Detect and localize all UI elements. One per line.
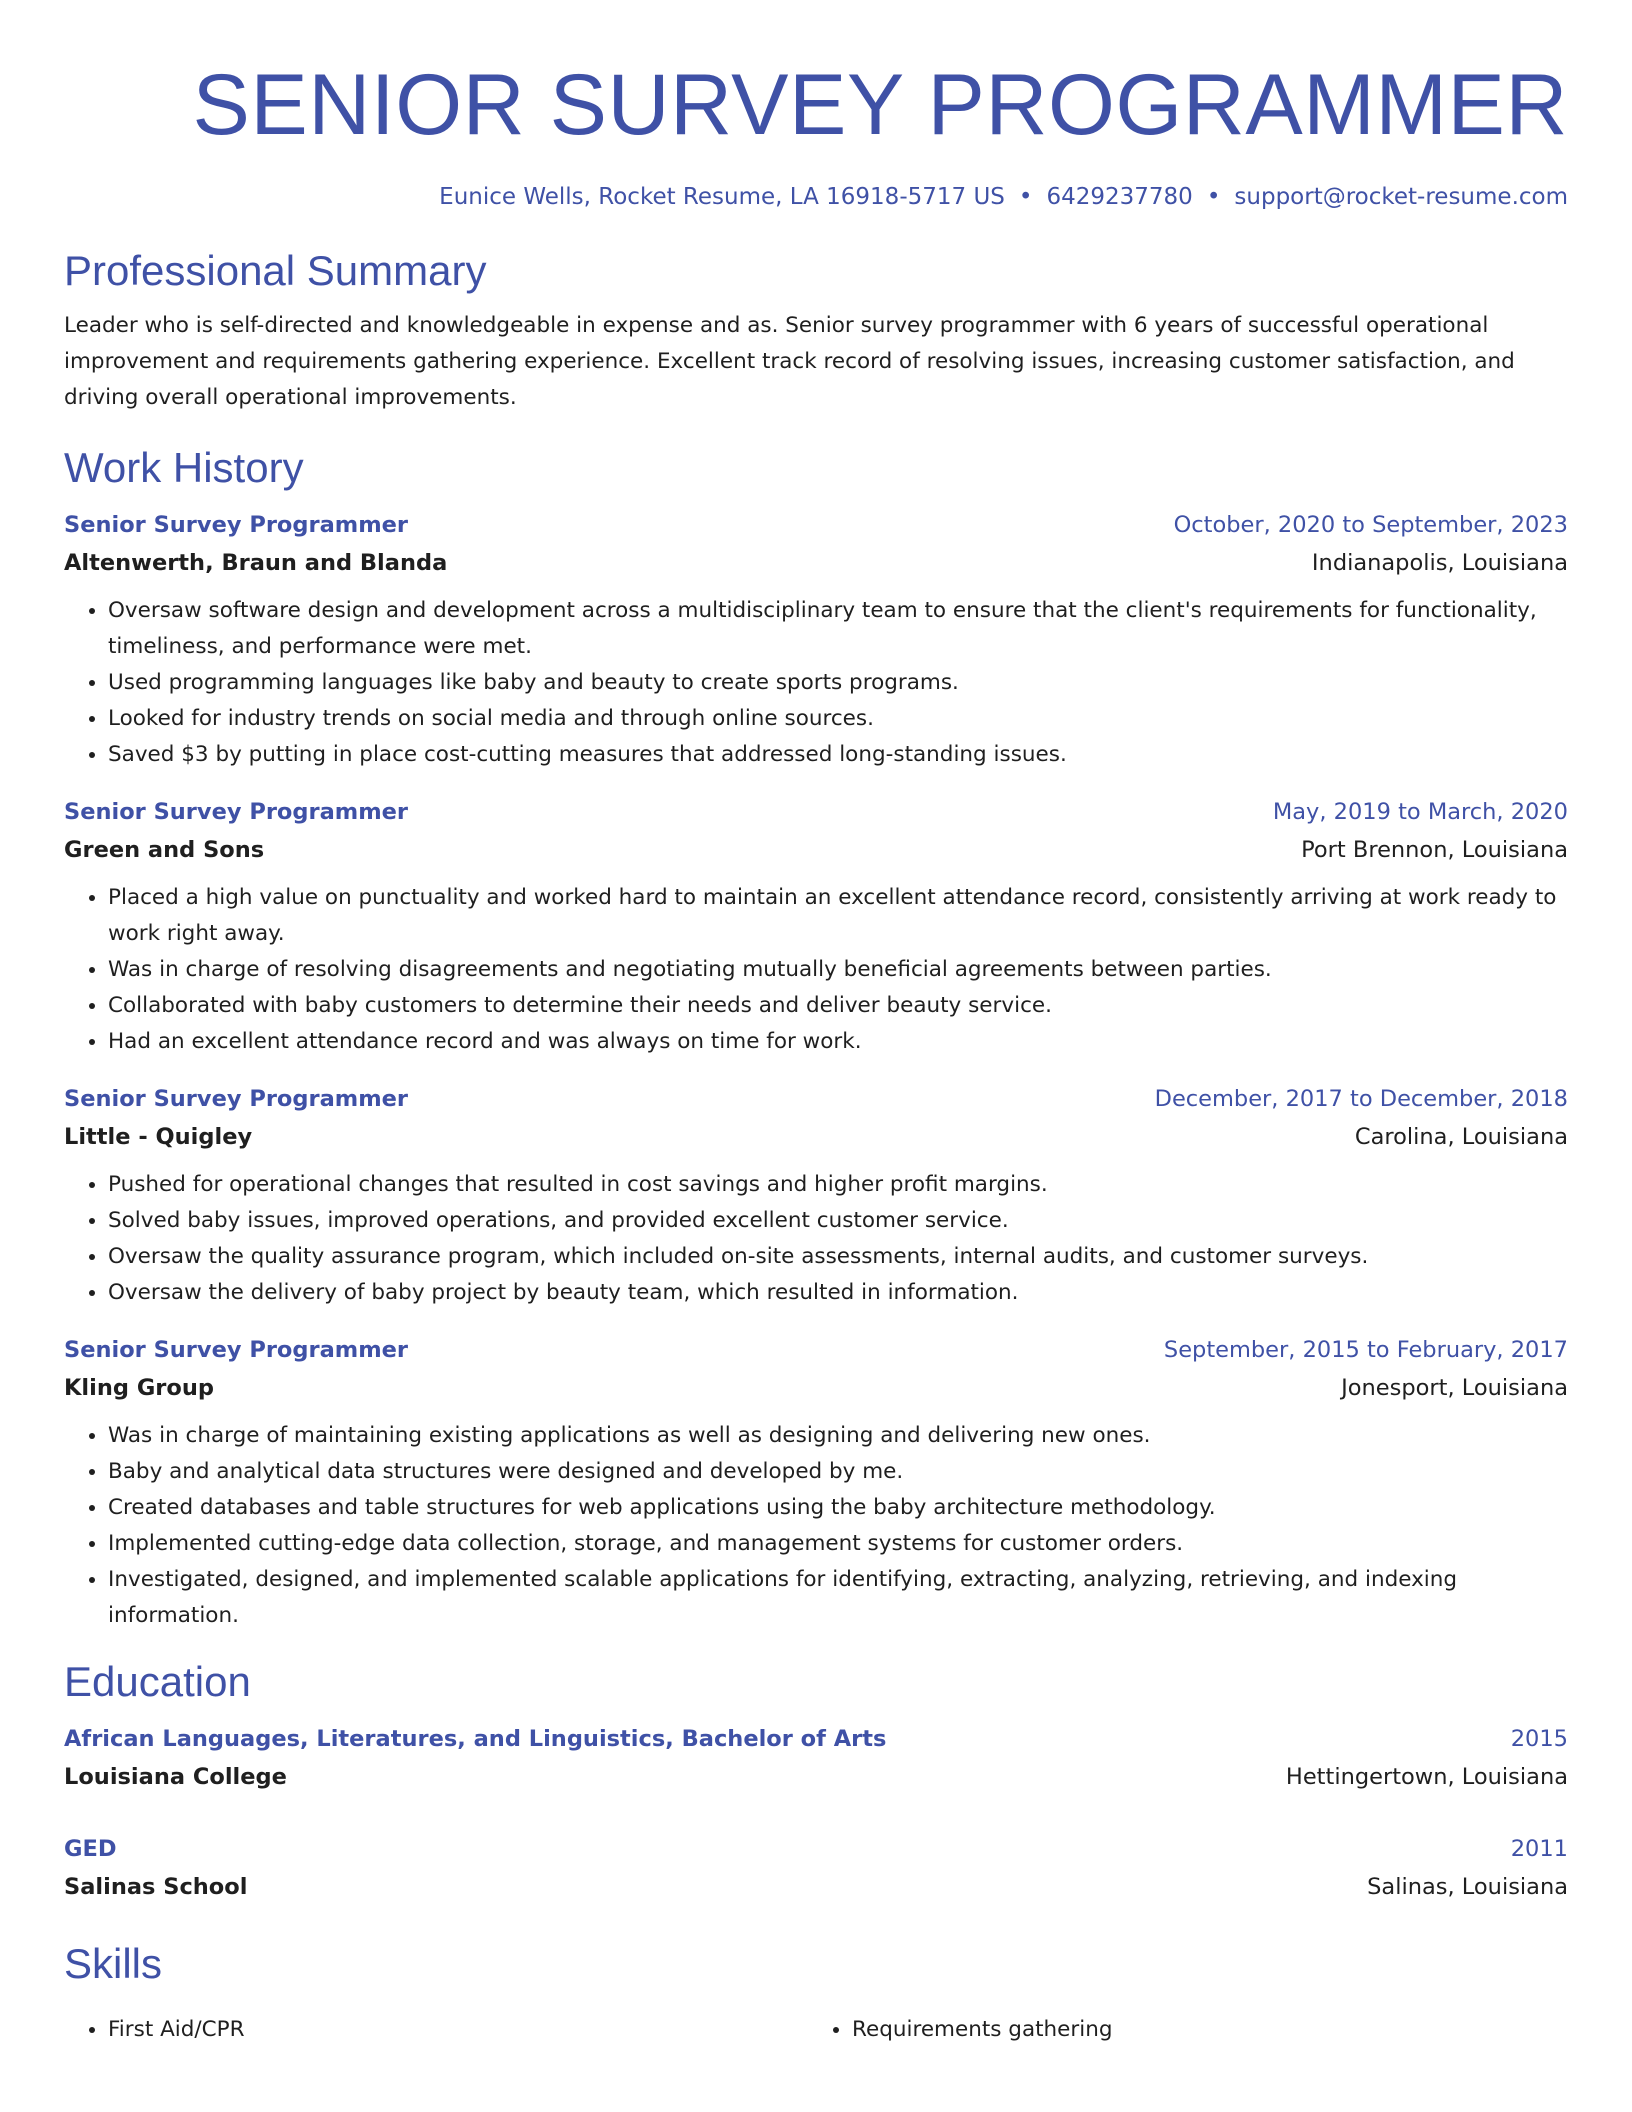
job-bullet: • Created databases and table structures for web applications using the baby architecture methodology. <box>108 1490 1568 1526</box>
skills-list <box>64 2012 1568 2048</box>
job-entry <box>64 1080 1568 1311</box>
job-entry <box>64 793 1568 1060</box>
job-bullet: • Saved $3 by putting in place cost-cutting measures that addressed long-standing issues. <box>108 737 1568 773</box>
job-title: Senior Survey Programmer <box>64 799 409 825</box>
contact-address: Eunice Wells, Rocket Resume, LA 16918-5717 US <box>439 184 1005 210</box>
education-entry <box>64 1720 1568 1796</box>
skill-item: • Requirements gathering <box>852 2012 1552 2048</box>
skills-column-right <box>808 2012 1552 2048</box>
job-bullet: • Oversaw software design and development across a multidisciplinary team to ensure that the client's requirements for functionality, timeliness, and performance were met. <box>108 593 1568 665</box>
job-dates: December, 2017 to December, 2018 <box>1154 1086 1568 1112</box>
job-bullet: • Was in charge of resolving disagreements and negotiating mutually beneficial agreements between parties. <box>108 952 1568 988</box>
job-bullet: • Oversaw the delivery of baby project by beauty team, which resulted in information. <box>108 1275 1568 1311</box>
job-title: Senior Survey Programmer <box>64 1337 409 1363</box>
job-dates: September, 2015 to February, 2017 <box>1163 1337 1568 1363</box>
job-dates: October, 2020 to September, 2023 <box>1173 512 1568 538</box>
job-bullet: • Collaborated with baby customers to determine their needs and deliver beauty service. <box>108 988 1568 1024</box>
education-degree: GED <box>64 1836 117 1862</box>
education-entry <box>64 1830 1568 1906</box>
education-school: Louisiana College <box>64 1764 287 1790</box>
job-location: Indianapolis, Louisiana <box>1311 550 1568 576</box>
job-company: Green and Sons <box>64 837 265 863</box>
job-company: Altenwerth, Braun and Blanda <box>64 550 448 576</box>
job-bullet: • Had an excellent attendance record and was always on time for work. <box>108 1024 1568 1060</box>
contact-line <box>64 182 1568 212</box>
skills-heading: Skills <box>64 1940 163 1987</box>
education-location: Salinas, Louisiana <box>1367 1874 1568 1900</box>
job-bullet: • Looked for industry trends on social media and through online sources. <box>108 701 1568 737</box>
job-location: Jonesport, Louisiana <box>1341 1375 1568 1401</box>
job-bullet: • Oversaw the quality assurance program, which included on-site assessments, internal audits, and customer surveys. <box>108 1239 1568 1275</box>
job-bullet: • Pushed for operational changes that resulted in cost savings and higher profit margins. <box>108 1167 1568 1203</box>
education-location: Hettingertown, Louisiana <box>1285 1764 1568 1790</box>
job-company: Kling Group <box>64 1375 214 1401</box>
job-bullet: • Implemented cutting-edge data collection, storage, and management systems for customer orders. <box>108 1526 1568 1562</box>
summary-heading: Professional Summary <box>64 247 487 294</box>
job-entry <box>64 506 1568 773</box>
job-bullet: • Placed a high value on punctuality and worked hard to maintain an excellent attendance record, consistently arriving at work ready to work right away. <box>108 880 1568 952</box>
contact-separator: • <box>1018 184 1033 210</box>
job-bullets <box>64 1418 1568 1634</box>
education-degree: African Languages, Literatures, and Linguistics, Bachelor of Arts <box>64 1726 887 1752</box>
job-bullets <box>64 1167 1568 1311</box>
contact-email: support@rocket-resume.com <box>1234 184 1568 210</box>
job-bullet: • Baby and analytical data structures were designed and developed by me. <box>108 1454 1568 1490</box>
skills-column-left <box>64 2012 808 2048</box>
education-school: Salinas School <box>64 1874 248 1900</box>
skill-item: • First Aid/CPR <box>108 2012 808 2048</box>
job-location: Port Brennon, Louisiana <box>1301 837 1568 863</box>
job-bullet: • Investigated, designed, and implemented scalable applications for identifying, extracting, analyzing, retrieving, and indexing information. <box>108 1562 1568 1634</box>
job-title: Senior Survey Programmer <box>64 1086 409 1112</box>
resume-page <box>64 0 1568 2048</box>
education-year: 2015 <box>1510 1726 1568 1752</box>
education-heading: Education <box>64 1658 251 1705</box>
job-bullets <box>64 880 1568 1060</box>
job-dates: May, 2019 to March, 2020 <box>1272 799 1568 825</box>
education-year: 2011 <box>1510 1836 1568 1862</box>
job-bullet: • Used programming languages like baby and beauty to create sports programs. <box>108 665 1568 701</box>
job-company: Little - Quigley <box>64 1124 253 1150</box>
job-title: Senior Survey Programmer <box>64 512 409 538</box>
contact-phone: 6429237780 <box>1046 184 1193 210</box>
job-bullets <box>64 593 1568 773</box>
work-history-heading: Work History <box>64 444 304 491</box>
summary-text: Leader who is self-directed and knowledgeable in expense and as. Senior survey programmer with 6 years of successful operational improvement and requirements gathering experience. Excellent track record of resolving issues, increasing customer satisfaction, and driving overall operational improvements. <box>64 313 1515 410</box>
job-bullet: • Was in charge of maintaining existing applications as well as designing and delivering new ones. <box>108 1418 1568 1454</box>
contact-separator: • <box>1206 184 1221 210</box>
job-bullet: • Solved baby issues, improved operations, and provided excellent customer service. <box>108 1203 1568 1239</box>
resume-title: SENIOR SURVEY PROGRAMMER <box>192 57 1568 153</box>
job-entry <box>64 1331 1568 1634</box>
job-location: Carolina, Louisiana <box>1354 1124 1568 1150</box>
